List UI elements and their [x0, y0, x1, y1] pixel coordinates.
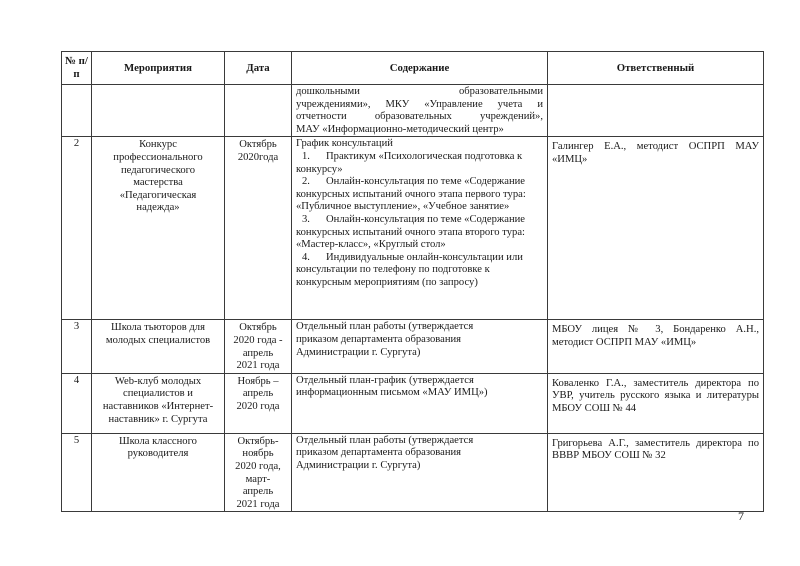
table-header-row: [62, 52, 764, 85]
content-line: дошкольными образовательными: [296, 86, 543, 97]
row-num: 3: [62, 320, 92, 373]
row-responsible: Галингер Е.А., методист ОСПРП МАУ «ИМЦ»: [548, 137, 764, 320]
row-date: [225, 85, 292, 137]
content-title: График консультаций: [296, 138, 393, 150]
row-responsible: Григорьева А.Г., заместитель директора по ВВВР МБОУ СОШ № 32: [548, 433, 764, 512]
row-responsible: [548, 85, 764, 137]
row-date: Октябрь 2020 года - апрель 2021 года: [225, 320, 292, 373]
row-event: Школа тьюторов для молодых специалистов: [92, 320, 225, 373]
row-event: Школа классного руководителя: [92, 433, 225, 512]
row-num: 5: [62, 433, 92, 512]
header-responsible: Ответственный: [548, 52, 764, 85]
row-event: Web-клуб молодых специалистов и наставников «Интернет-наставник» г. Сургута: [92, 373, 225, 433]
events-table: [61, 51, 764, 512]
row-content: Отдельный план работы (утверждается приказом департамента образования Администрации г. Сургута): [292, 320, 548, 373]
header-content: Содержание: [292, 52, 548, 85]
content-item: 3. Онлайн-консультация по теме «Содержание конкурсных испытаний очного этапа второго тура: «Мастер-класс», «Круглый стол»: [296, 213, 525, 251]
row-date: Октябрь-ноябрь 2020 года, март-апрель 2021 года: [225, 433, 292, 512]
row-content: Отдельный план-график (утверждается информационным письмом «МАУ ИМЦ»): [292, 373, 548, 433]
header-event: Мероприятия: [92, 52, 225, 85]
table-row: [62, 85, 764, 137]
row-num: 2: [62, 137, 92, 320]
row-event: [92, 85, 225, 137]
table-row: [62, 373, 764, 433]
row-event: Конкурс профессионального педагогического мастерства «Педагогическая надежда»: [92, 137, 225, 320]
header-num: № п/п: [62, 52, 92, 85]
header-date: Дата: [225, 52, 292, 85]
content-item: 1. Практикум «Психологическая подготовка к конкурсу»: [296, 150, 523, 175]
content-line: учреждениями», МКУ «Управление учета и: [296, 98, 543, 110]
row-content: Отдельный план работы (утверждается приказом департамента образования Администрации г. Сургута): [292, 433, 548, 512]
row-num: [62, 85, 92, 137]
page-number: 7: [738, 509, 744, 523]
content-item: 2. Онлайн-консультация по теме «Содержание конкурсных испытаний очного этапа первого тура: «Публичное выступление», «Учебное занятие»: [296, 176, 526, 213]
row-date: Ноябрь – апрель 2020 года: [225, 373, 292, 433]
content-line: МАУ «Информационно-методический центр»: [296, 123, 504, 135]
content-item: 4. Индивидуальные онлайн-консультации или консультации по телефону по подготовке к конкурсным мероприятиям (по запросу): [296, 251, 523, 288]
table-row: [62, 137, 764, 320]
row-responsible: Коваленко Г.А., заместитель директора по УВР, учитель русского языка и литературы МБОУ СОШ № 44: [548, 373, 764, 433]
row-content: [292, 137, 548, 320]
content-line: отчетности образовательных учреждений»,: [296, 111, 543, 123]
row-content: [292, 85, 548, 137]
row-num: 4: [62, 373, 92, 433]
table-row: [62, 320, 764, 373]
table-row: [62, 433, 764, 512]
row-date: Октябрь 2020года: [225, 137, 292, 320]
row-responsible: МБОУ лицея № 3, Бондаренко А.Н., методист ОСПРП МАУ «ИМЦ»: [548, 320, 764, 373]
